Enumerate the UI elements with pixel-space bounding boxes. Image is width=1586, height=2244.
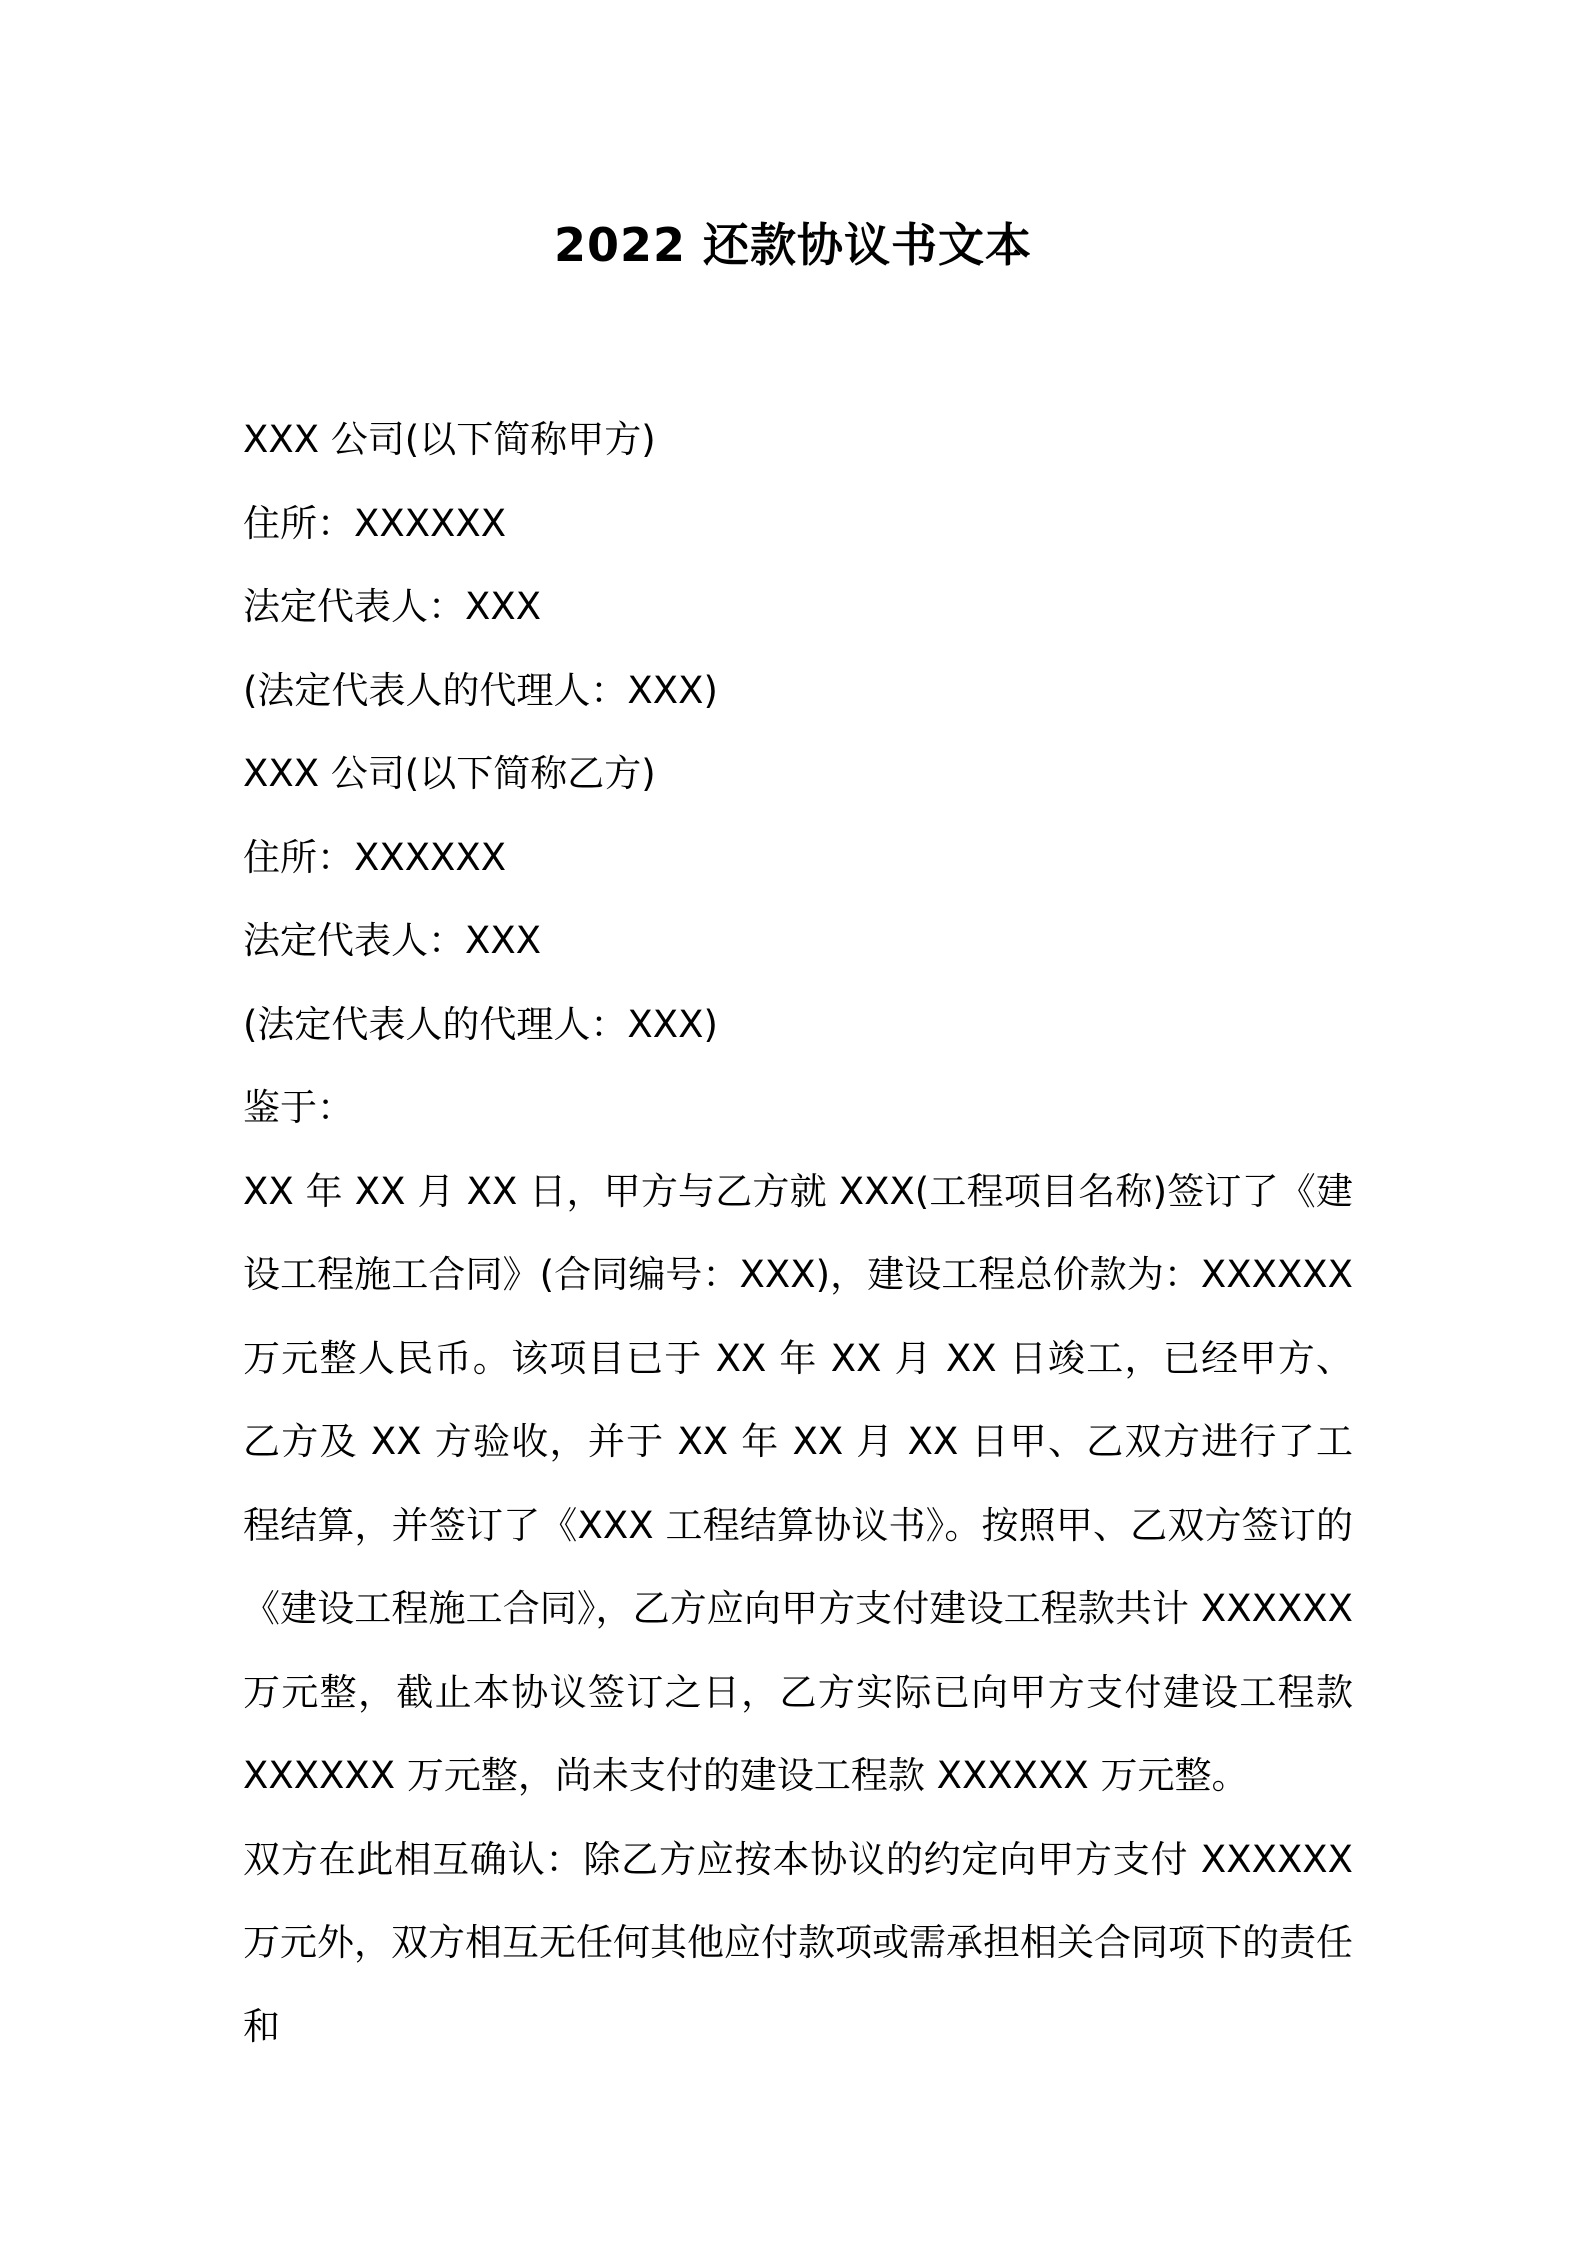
party-a-agent: (法定代表人的代理人：XXX) [243, 668, 718, 712]
party-a-name: XXX 公司(以下简称甲方) [243, 418, 656, 461]
party-a-address: 住所：XXXXXX [243, 501, 507, 545]
confirm-paragraph: 双方在此相互确认：除乙方应按本协议的约定向甲方支付 XXXXXX 万元外，双方相互无任何其他应付款项或需承担相关合同项下的责任和 [243, 1837, 1353, 2048]
whereas-label: 鉴于： [243, 1086, 354, 1129]
party-b-name: XXX 公司(以下简称乙方) [243, 752, 656, 795]
party-b-agent: (法定代表人的代理人：XXX) [243, 1002, 718, 1046]
party-b-address: 住所：XXXXXX [243, 835, 507, 879]
whereas-paragraph: XX 年 XX 月 XX 日，甲方与乙方就 XXX(工程项目名称)签订了《建设工程施工合同》(合同编号：XXX)，建设工程总价款为：XXXXXX 万元整人民币。该项目已于 XX 年 XX 月 XX 日竣工，已经甲方、乙方及 XX 方验收，并于 XX 年 XX 月 XX 日甲、乙双方进行了工程结算，并签订了《XXX 工程结算协议书》。按照甲、乙双方签订的《建设工程施工合同》，乙方应向甲方支付建设工程款共计 XXXXXX 万元整，截止本协议签订之日，乙方实际已向甲方支付建设工程款 XXXXXX 万元整，尚未支付的建设工程款 XXXXXX 万元整。 [243, 1169, 1353, 1797]
party-b-legal-representative: 法定代表人：XXX [243, 919, 542, 962]
party-a-legal-representative: 法定代表人：XXX [243, 585, 542, 628]
document-title: 2022 还款协议书文本 [553, 218, 1033, 272]
document-body [243, 398, 1353, 2068]
